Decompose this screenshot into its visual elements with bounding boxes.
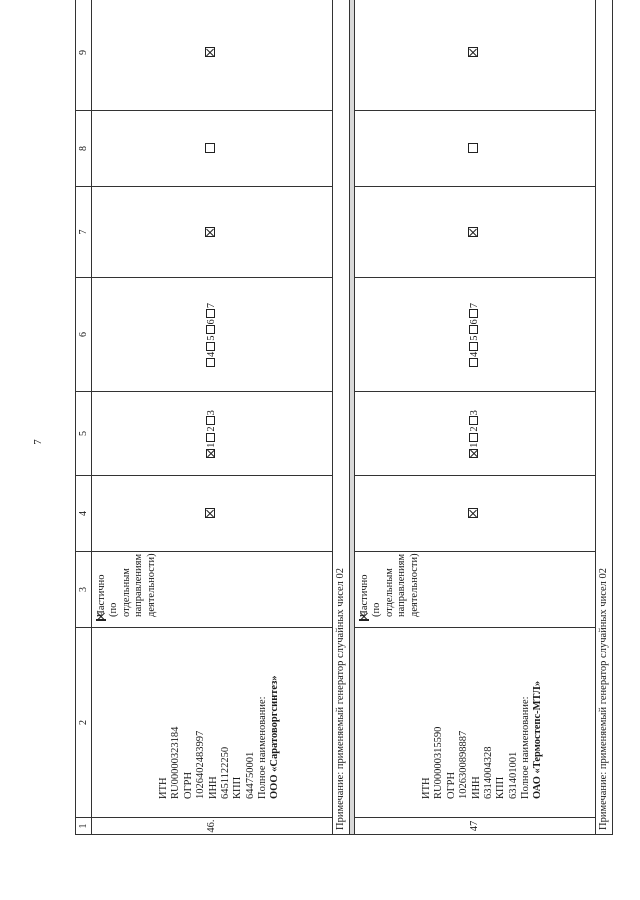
entry-note: Примечание: применяемый генератор случайных чисел 02 (596, 0, 613, 835)
company-detail-line: 1026402483997 (195, 730, 207, 799)
option-label: 1 (205, 442, 217, 448)
column-9-checkbox[interactable] (205, 48, 215, 58)
option-label: 5 (205, 335, 217, 341)
company-detail-line: RU00000315590 (433, 726, 445, 799)
column-number: 9 (76, 0, 92, 111)
column-8-checkbox[interactable] (205, 144, 215, 154)
option-checkbox-3[interactable] (469, 416, 478, 425)
partial-checkbox[interactable] (359, 619, 369, 621)
entry-note: Примечание: применяемый генератор случайных чисел 02 (333, 0, 350, 835)
company-detail-line: ОГРН (445, 771, 457, 799)
company-detail-line: 1026300898887 (458, 730, 470, 799)
option-checkbox-4[interactable] (469, 358, 478, 367)
column-9-cell (355, 0, 596, 111)
option-checkbox-3[interactable] (206, 416, 215, 425)
option-checkbox-7[interactable] (469, 309, 478, 318)
option-checkbox-5[interactable] (469, 342, 478, 351)
option-checkbox-6[interactable] (206, 326, 215, 335)
company-name: ОАО «Термостепс-МТЛ» (532, 680, 544, 799)
company-detail-line: ИНН (470, 776, 482, 799)
company-detail-line: ИНН (207, 776, 219, 799)
column-7-cell (92, 187, 333, 278)
company-detail-line: ИТН (421, 777, 432, 799)
partial-text (96, 553, 158, 617)
option-label: 4 (205, 351, 217, 357)
option-checkbox-4[interactable] (206, 358, 215, 367)
partial-checkbox[interactable] (96, 619, 106, 621)
company-detail-line: Полное наименование: (520, 696, 531, 799)
option-label: 4 (468, 351, 480, 357)
note-row (596, 0, 613, 835)
company-detail-line: 631401001 (507, 751, 519, 799)
partial-label: Частично (96, 574, 107, 617)
company-detail-line: ИТН (158, 777, 169, 799)
company-details (355, 628, 596, 818)
column-4-checkbox[interactable] (468, 509, 478, 519)
option-checkbox-1[interactable] (469, 449, 478, 458)
partial-scope (359, 554, 421, 621)
note-row (333, 0, 350, 835)
company-detail-line: 6451122250 (219, 746, 231, 799)
partial-scope (96, 554, 158, 621)
option-checkbox-5[interactable] (206, 342, 215, 351)
company-detail-line: Полное наименование: (257, 696, 268, 799)
column-9-checkbox[interactable] (468, 48, 478, 58)
column-8-checkbox[interactable] (468, 144, 478, 154)
option-label: 3 (205, 410, 217, 416)
column-number: 5 (76, 392, 92, 476)
option-checkbox-7[interactable] (206, 309, 215, 318)
option-label: 7 (468, 303, 480, 309)
column-number: 3 (76, 552, 92, 628)
column-8-cell (355, 111, 596, 187)
column-6-cell (92, 278, 333, 392)
partial-note: (по отдельным направлениям деятельности) (371, 553, 420, 617)
company-detail-line: 6314004328 (482, 746, 494, 799)
column-number: 1 (76, 818, 92, 835)
option-label: 5 (468, 335, 480, 341)
option-checkbox-2[interactable] (206, 433, 215, 442)
option-checkbox-1[interactable] (206, 449, 215, 458)
register-table-container (75, 15, 609, 835)
column-8-cell (92, 111, 333, 187)
column-4-cell (92, 476, 333, 552)
page-number: 7 (32, 439, 44, 445)
column-number: 6 (76, 278, 92, 392)
column-number-row (76, 0, 92, 835)
option-label: 2 (468, 426, 480, 432)
table-row (92, 0, 333, 835)
company-detail-line: RU00000323184 (170, 726, 182, 799)
partial-scope-cell (355, 552, 596, 628)
column-number: 7 (76, 187, 92, 278)
company-details (92, 628, 333, 818)
option-checkbox-6[interactable] (469, 326, 478, 335)
partial-scope-cell (92, 552, 333, 628)
register-table (75, 0, 613, 835)
company-detail-line: КПП (232, 776, 244, 799)
column-7-checkbox[interactable] (205, 227, 215, 237)
option-label: 3 (468, 410, 480, 416)
option-label: 6 (468, 319, 480, 325)
option-label: 7 (205, 303, 217, 309)
company-detail-line: 644750001 (244, 751, 256, 799)
column-7-cell (355, 187, 596, 278)
column-number: 4 (76, 476, 92, 552)
column-4-cell (355, 476, 596, 552)
partial-note: (по отдельным направлениям деятельности) (108, 553, 157, 617)
company-detail-line: КПП (495, 776, 507, 799)
option-checkbox-2[interactable] (469, 433, 478, 442)
column-7-checkbox[interactable] (468, 227, 478, 237)
partial-label: Частично (359, 574, 370, 617)
option-label: 6 (205, 319, 217, 325)
option-label: 1 (468, 442, 480, 448)
column-6-cell (355, 278, 596, 392)
option-label: 2 (205, 426, 217, 432)
entry-index: 46. (92, 818, 333, 835)
column-5-cell (355, 392, 596, 476)
company-detail-line: ОГРН (182, 771, 194, 799)
company-name: ООО «Саратоворгсинтез» (269, 675, 281, 799)
column-number: 8 (76, 111, 92, 187)
partial-text (359, 553, 421, 617)
entry-index: 47 (355, 818, 596, 835)
column-number: 2 (76, 628, 92, 818)
column-9-cell (92, 0, 333, 111)
column-5-cell (92, 392, 333, 476)
table-row (355, 0, 596, 835)
column-4-checkbox[interactable] (205, 509, 215, 519)
